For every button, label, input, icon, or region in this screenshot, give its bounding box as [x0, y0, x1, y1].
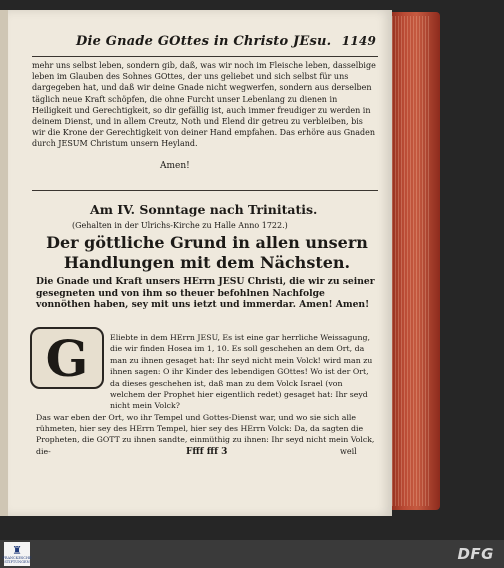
- catchword: weil: [340, 447, 357, 456]
- intro-blessing: Die Gnade und Kraft unsers HErrn JESU Christi, die wir zu seiner gesegneten und von ihm so theuer befohlnen Nachfolge vonnöthen haben, sey mit uns ietzt und immerdar. Amen! Amen!: [36, 276, 375, 311]
- sermon-paragraph-continued: Das war eben der Ort, wo ihr Tempel und Gottes-Dienst war, und wo sie sich alle rühmeten, hier sey des HErrn Tempel, hier sey des HErrn Volck: Da, da sagten die Propheten, die GOTT zu ihnen sandte, einmüthig zu ihnen: Ihr seyd nicht mein Volck, die-: [36, 413, 375, 456]
- section-heading: Am IV. Sonntage nach Trinitatis.: [90, 202, 318, 217]
- amen-line: Amen!: [160, 161, 190, 171]
- logo-icon: ♜: [12, 543, 22, 557]
- head-rule: [32, 56, 378, 57]
- sermon-paragraph-start: Eliebte in dem HErrn JESU, Es ist eine gar herrliche Weissagung, die wir finden Hosea im 1, 10. Es soll geschehen an dem Ort, da man zu ihnen gesaget hat: Ihr seyd nicht mein Volck! wird man zu ihnen sagen: O ihr Kinder des lebendigen GOttes! Wo ist der Ort, da dieses geschehen ist, daß man zu dem Volck Israel (von welchem der Prophet hier eigentlich redet) gesaget hat: Ihr seyd nicht mein Volck?: [110, 333, 373, 411]
- signature-mark: Ffff fff 3: [186, 447, 228, 457]
- section-divider: [32, 190, 378, 191]
- closing-prayer-paragraph: mehr uns selbst leben, sondern gib, daß, was wir noch im Fleische leben, dasselbige leben im Glauben des Sohnes GOttes, der uns geliebet und sich selbst für uns dargegeben hat, und daß wir deine Gnade nicht wegwerfen, sondern aus derselben täglich neue Kraft schöpfen, die ohne Furcht unser Lebenlang zu dienen in Heiligkeit und Gerechtigkeit, so dir gefällig ist, auch immer freudiger zu werden in deinem Dienst, und in allem Creutz, Noth und Elend dir getreu zu verbleiben, bis wir die Krone der Gerechtigkeit von deiner Hand empfahen. Das erhöre aus Gnaden durch JESUM Christum unsern Heyland.: [32, 61, 376, 149]
- running-head-title: Die Gnade GOttes in Christo JEsu.: [76, 34, 332, 49]
- sermon-title: Der göttliche Grund in allen unsern Handlungen mit dem Nächsten.: [46, 233, 368, 272]
- decorated-initial: G: [30, 327, 104, 389]
- held-note: (Gehalten in der Ulrichs-Kirche zu Halle Anno 1722.): [72, 221, 288, 230]
- institution-logo[interactable]: [4, 542, 30, 566]
- logo-text: FRANCKESCHE STIFTUNGEN: [2, 555, 32, 564]
- running-head: [76, 34, 376, 56]
- page-number: 1149: [341, 34, 376, 48]
- dfg-logo[interactable]: DFG: [457, 545, 494, 563]
- book-page-edges: [392, 16, 430, 506]
- viewer-footer-bar: [0, 540, 504, 568]
